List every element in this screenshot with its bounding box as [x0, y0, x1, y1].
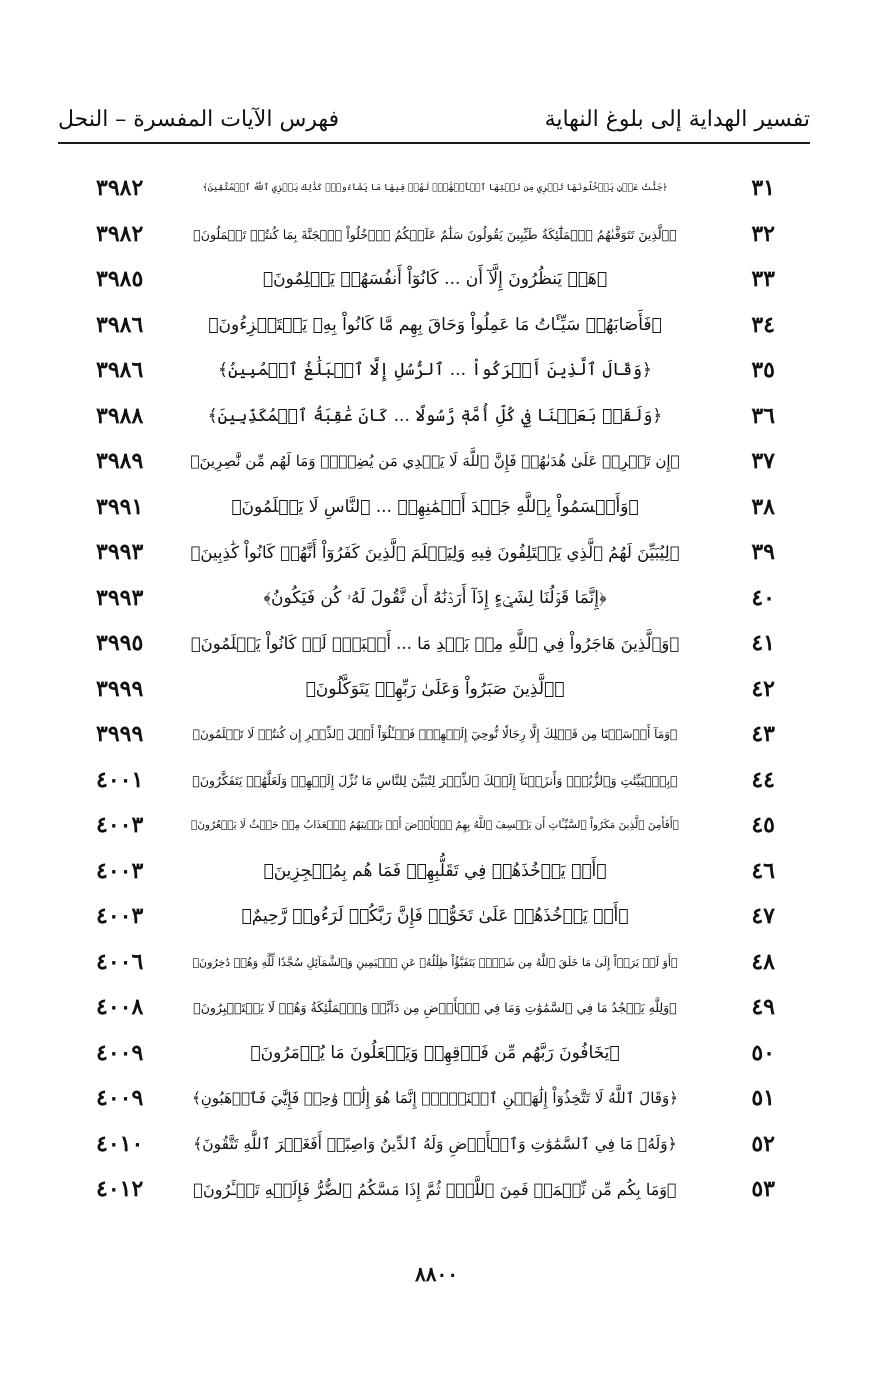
- table-row: [0, 439, 873, 485]
- verse-number: ٥٣: [751, 1176, 775, 1202]
- table-row: [0, 212, 873, 258]
- verse-number: ٤٢: [751, 675, 775, 702]
- section-title: فهرس الآيات المفسرة – النحل: [58, 107, 340, 132]
- verse-text: ﴿وَلَقَدۡ بَعَثۡنَا فِي كُلِّ أُمَّةٖ رَّسُولًا ... كَانَ عَٰقِبَةُ ٱلۡمُكَذِّبِينَ﴾: [207, 405, 663, 426]
- table-row: [0, 394, 873, 440]
- verse-number: ٣١: [751, 175, 775, 201]
- verse-text: ﴿أَفَأَمِنَ ٱلَّذِينَ مَكَرُواْ ٱلسَّيِّـَٔاتِ أَن يَخۡسِفَ ٱللَّهُ بِهِمُ ٱلۡأَرۡضَ أَوۡ يَأۡتِيَهُمُ ٱلۡعَذَابُ مِنۡ حَيۡثُ لَا يَشۡعُرُونَ﴾: [191, 819, 679, 831]
- table-row: [0, 257, 873, 303]
- verse-text: ﴿ٱلَّذِينَ صَبَرُواْ وَعَلَىٰ رَبِّهِمۡ يَتَوَكَّلُونَ﴾: [305, 678, 565, 699]
- verse-number: ٤١: [751, 630, 775, 656]
- verse-text: ﴿إِنَّمَا قَوۡلُنَا لِشَيۡءٍ إِذَآ أَرَدۡنَٰهُ أَن نَّقُولَ لَهُۥ كُن فَيَكُونُ﴾: [263, 587, 607, 608]
- table-row: [0, 1031, 873, 1077]
- table-row: [0, 667, 873, 713]
- verse-text: ﴿أَوَ لَمۡ يَرَوۡاْ إِلَىٰ مَا خَلَقَ ٱللَّهُ مِن شَيۡءٖ يَتَفَيَّؤُاْ ظِلَٰلُهُۥ عَنِ ٱلۡيَمِينِ وَٱلشَّمَآئِلِ سُجَّدٗا لِّلَّهِ وَهُمۡ دَٰخِرُونَ﴾: [192, 955, 678, 969]
- verse-text: ﴿وَمَآ أَرۡسَلۡنَا مِن قَبۡلِكَ إِلَّا رِجَالٗا نُّوحِيٓ إِلَيۡهِمۡۖ فَسۡـَٔلُوٓاْ أَهۡلَ ٱلذِّكۡرِ إِن كُنتُمۡ لَا تَعۡلَمُونَ﴾: [192, 727, 678, 741]
- page-reference: ٤٠٠٨: [96, 994, 144, 1020]
- page-reference: ٤٠١٠: [96, 1130, 144, 1157]
- verse-text: ﴿إِن تَحۡرِصۡ عَلَىٰ هُدَىٰهُمۡ فَإِنَّ ٱللَّهَ لَا يَهۡدِي مَن يُضِلُّۖ وَمَا لَهُم مِّن نَّٰصِرِينَ﴾: [190, 452, 680, 470]
- verse-text: ﴿يَخَافُونَ رَبَّهُم مِّن فَوۡقِهِمۡ وَيَفۡعَلُونَ مَا يُؤۡمَرُونَ﴾: [250, 1042, 620, 1063]
- verse-number: ٤٩: [751, 994, 775, 1020]
- page-reference: ٣٩٨٥: [96, 266, 144, 292]
- verse-number: ٤٣: [751, 721, 775, 747]
- verse-number: ٣٦: [751, 402, 775, 429]
- table-row: [0, 348, 873, 394]
- verse-number: ٤٦: [751, 857, 775, 884]
- page-reference: ٣٩٩٩: [96, 675, 144, 702]
- verse-number: ٣٣: [751, 266, 775, 292]
- page-reference: ٣٩٩٩: [96, 721, 144, 747]
- verse-number: ٣٩: [751, 539, 775, 565]
- verse-number: ٥٢: [751, 1130, 775, 1157]
- verse-number: ٤٥: [751, 812, 775, 838]
- table-row: [0, 303, 873, 349]
- verse-number: ٤٧: [751, 903, 775, 929]
- verse-number: ٣٤: [751, 311, 775, 338]
- header-divider: [58, 142, 810, 144]
- table-row: [0, 1122, 873, 1168]
- verse-text: ﴿أَوۡ يَأۡخُذَهُمۡ عَلَىٰ تَخَوُّفٖ فَإِنَّ رَبَّكُمۡ لَرَءُوفٞ رَّحِيمٌ﴾: [241, 906, 629, 926]
- table-row: [0, 849, 873, 895]
- page-reference: ٤٠٠٣: [96, 903, 144, 929]
- page-reference: ٣٩٨٢: [96, 220, 144, 247]
- page-reference: ٣٩٩٥: [96, 630, 144, 656]
- table-row: [0, 894, 873, 940]
- table-row: [0, 758, 873, 804]
- verse-index-table: [0, 166, 873, 1213]
- verse-text: ﴿وَٱلَّذِينَ هَاجَرُواْ فِي ٱللَّهِ مِنۢ بَعۡدِ مَا ... أَكۡبَرُۚ لَوۡ كَانُواْ يَعۡلَمُونَ﴾: [190, 634, 680, 653]
- verse-number: ٤٨: [751, 948, 775, 975]
- page-number: ٨٨٠٠: [415, 1262, 458, 1286]
- verse-number: ٣٢: [751, 220, 775, 247]
- verse-text: ﴿بِٱلۡبَيِّنَٰتِ وَٱلزُّبُرِۗ وَأَنزَلۡنَآ إِلَيۡكَ ٱلذِّكۡرَ لِتُبَيِّنَ لِلنَّاسِ مَا نُزِّلَ إِلَيۡهِمۡ وَلَعَلَّهُمۡ يَتَفَكَّرُونَ﴾: [192, 772, 678, 788]
- verse-number: ٥٠: [751, 1039, 775, 1066]
- verse-text: ﴿ٱلَّذِينَ تَتَوَفَّىٰهُمُ ٱلۡمَلَٰٓئِكَةُ طَيِّبِينَ يَقُولُونَ سَلَٰمٌ عَلَيۡكُمُ ٱدۡخُلُواْ ٱلۡجَنَّةَ بِمَا كُنتُمۡ تَعۡمَلُونَ﴾: [193, 226, 677, 242]
- table-row: [0, 1167, 873, 1213]
- page-reference: ٣٩٩٣: [96, 539, 144, 565]
- verse-text: ﴿وَمَا بِكُم مِّن نِّعۡمَةٖ فَمِنَ ٱللَّهِۖ ثُمَّ إِذَا مَسَّكُمُ ٱلضُّرُّ فَإِلَيۡهِ تَجۡـَٔرُونَ﴾: [193, 1180, 677, 1199]
- table-row: [0, 712, 873, 758]
- verse-number: ٣٥: [751, 357, 775, 383]
- page-reference: ٣٩٨٩: [96, 448, 144, 474]
- verse-number: ٣٨: [751, 493, 775, 520]
- verse-text: ﴿وَأَقۡسَمُواْ بِٱللَّهِ جَهۡدَ أَيۡمَٰنِهِمۡ ... ٱلنَّاسِ لَا يَعۡلَمُونَ﴾: [231, 496, 639, 517]
- table-row: [0, 1076, 873, 1122]
- page-reference: ٣٩٩٣: [96, 584, 144, 611]
- table-row: [0, 621, 873, 667]
- page-reference: ٤٠٠٩: [96, 1039, 144, 1066]
- book-title: تفسير الهداية إلى بلوغ النهاية: [544, 107, 810, 132]
- page-reference: ٤٠٠٦: [96, 948, 144, 975]
- verse-text: ﴿وَلِلَّهِ يَسۡجُدُ مَا فِي ٱلسَّمَٰوَٰتِ وَمَا فِي ٱلۡأَرۡضِ مِن دَآبَّةٖ وَٱلۡمَلَٰٓئِكَةُ وَهُمۡ لَا يَسۡتَكۡبِرُونَ﴾: [193, 1000, 677, 1015]
- page-reference: ٤٠٠١: [96, 766, 144, 793]
- verse-number: ٣٧: [751, 448, 775, 474]
- table-row: [0, 166, 873, 212]
- page-reference: ٣٩٨٦: [96, 357, 144, 383]
- table-row: [0, 530, 873, 576]
- verse-number: ٤٠: [751, 584, 775, 611]
- verse-text: ﴿هَلۡ يَنظُرُونَ إِلَّآ أَن ... كَانُوٓاْ أَنفُسَهُمۡ يَظۡلِمُونَ﴾: [262, 269, 608, 289]
- page-reference: ٤٠٠٩: [96, 1085, 144, 1111]
- table-row: [0, 985, 873, 1031]
- page-reference: ٤٠١٢: [96, 1176, 144, 1202]
- page-reference: ٤٠٠٣: [96, 857, 144, 884]
- table-row: [0, 485, 873, 531]
- table-row: [0, 803, 873, 849]
- verse-text: ﴿وَقَالَ ٱلَّذِينَ أَشۡرَكُواْ ... ٱلرُّسُلِ إِلَّا ٱلۡبَلَٰغُ ٱلۡمُبِينُ﴾: [218, 360, 652, 380]
- page-reference: ٣٩٨٦: [96, 311, 144, 338]
- verse-text: ﴿جَنَّٰتُ عَدۡنٖ يَدۡخُلُونَهَا تَجۡرِي مِن تَحۡتِهَا ٱلۡأَنۡهَٰرُۖ لَهُمۡ فِيهَا مَا يَشَآءُونَۚ كَذَٰلِكَ يَجۡزِي ٱللَّهُ ٱلۡمُتَّقِينَ﴾: [202, 183, 668, 193]
- page-reference: ٣٩٨٨: [96, 402, 144, 429]
- verse-text: ﴿أَوۡ يَأۡخُذَهُمۡ فِي تَقَلُّبِهِمۡ فَمَا هُم بِمُعۡجِزِينَ﴾: [263, 860, 607, 881]
- verse-text: ﴿لِيُبَيِّنَ لَهُمُ ٱلَّذِي يَخۡتَلِفُونَ فِيهِ وَلِيَعۡلَمَ ٱلَّذِينَ كَفَرُوٓاْ أَنَّهُمۡ كَانُواْ كَٰذِبِينَ﴾: [190, 543, 680, 562]
- verse-text: ﴿وَقَالَ ٱللَّهُ لَا تَتَّخِذُوٓاْ إِلَٰهَيۡنِ ٱثۡنَيۡنِۖ إِنَّمَا هُوَ إِلَٰهٞ وَٰحِدٞ فَإِيَّٰيَ فَٱرۡهَبُونِ﴾: [192, 1089, 678, 1107]
- verse-number: ٤٤: [751, 766, 775, 793]
- page-reference: ٣٩٨٢: [96, 175, 144, 201]
- verse-text: ﴿وَلَهُۥ مَا فِي ٱلسَّمَٰوَٰتِ وَٱلۡأَرۡضِ وَلَهُ ٱلدِّينُ وَاصِبًاۚ أَفَغَيۡرَ ٱللَّهِ تَتَّقُونَ﴾: [193, 1134, 677, 1153]
- verse-text: ﴿فَأَصَابَهُمۡ سَيِّـَٔاتُ مَا عَمِلُواْ وَحَاقَ بِهِم مَّا كَانُواْ بِهِۦ يَسۡتَهۡزِءُونَ﴾: [208, 314, 662, 335]
- page-reference: ٤٠٠٣: [96, 812, 144, 838]
- table-row: [0, 940, 873, 986]
- table-row: [0, 576, 873, 622]
- page-reference: ٣٩٩١: [96, 493, 144, 520]
- verse-number: ٥١: [751, 1085, 775, 1111]
- running-header: [58, 104, 810, 140]
